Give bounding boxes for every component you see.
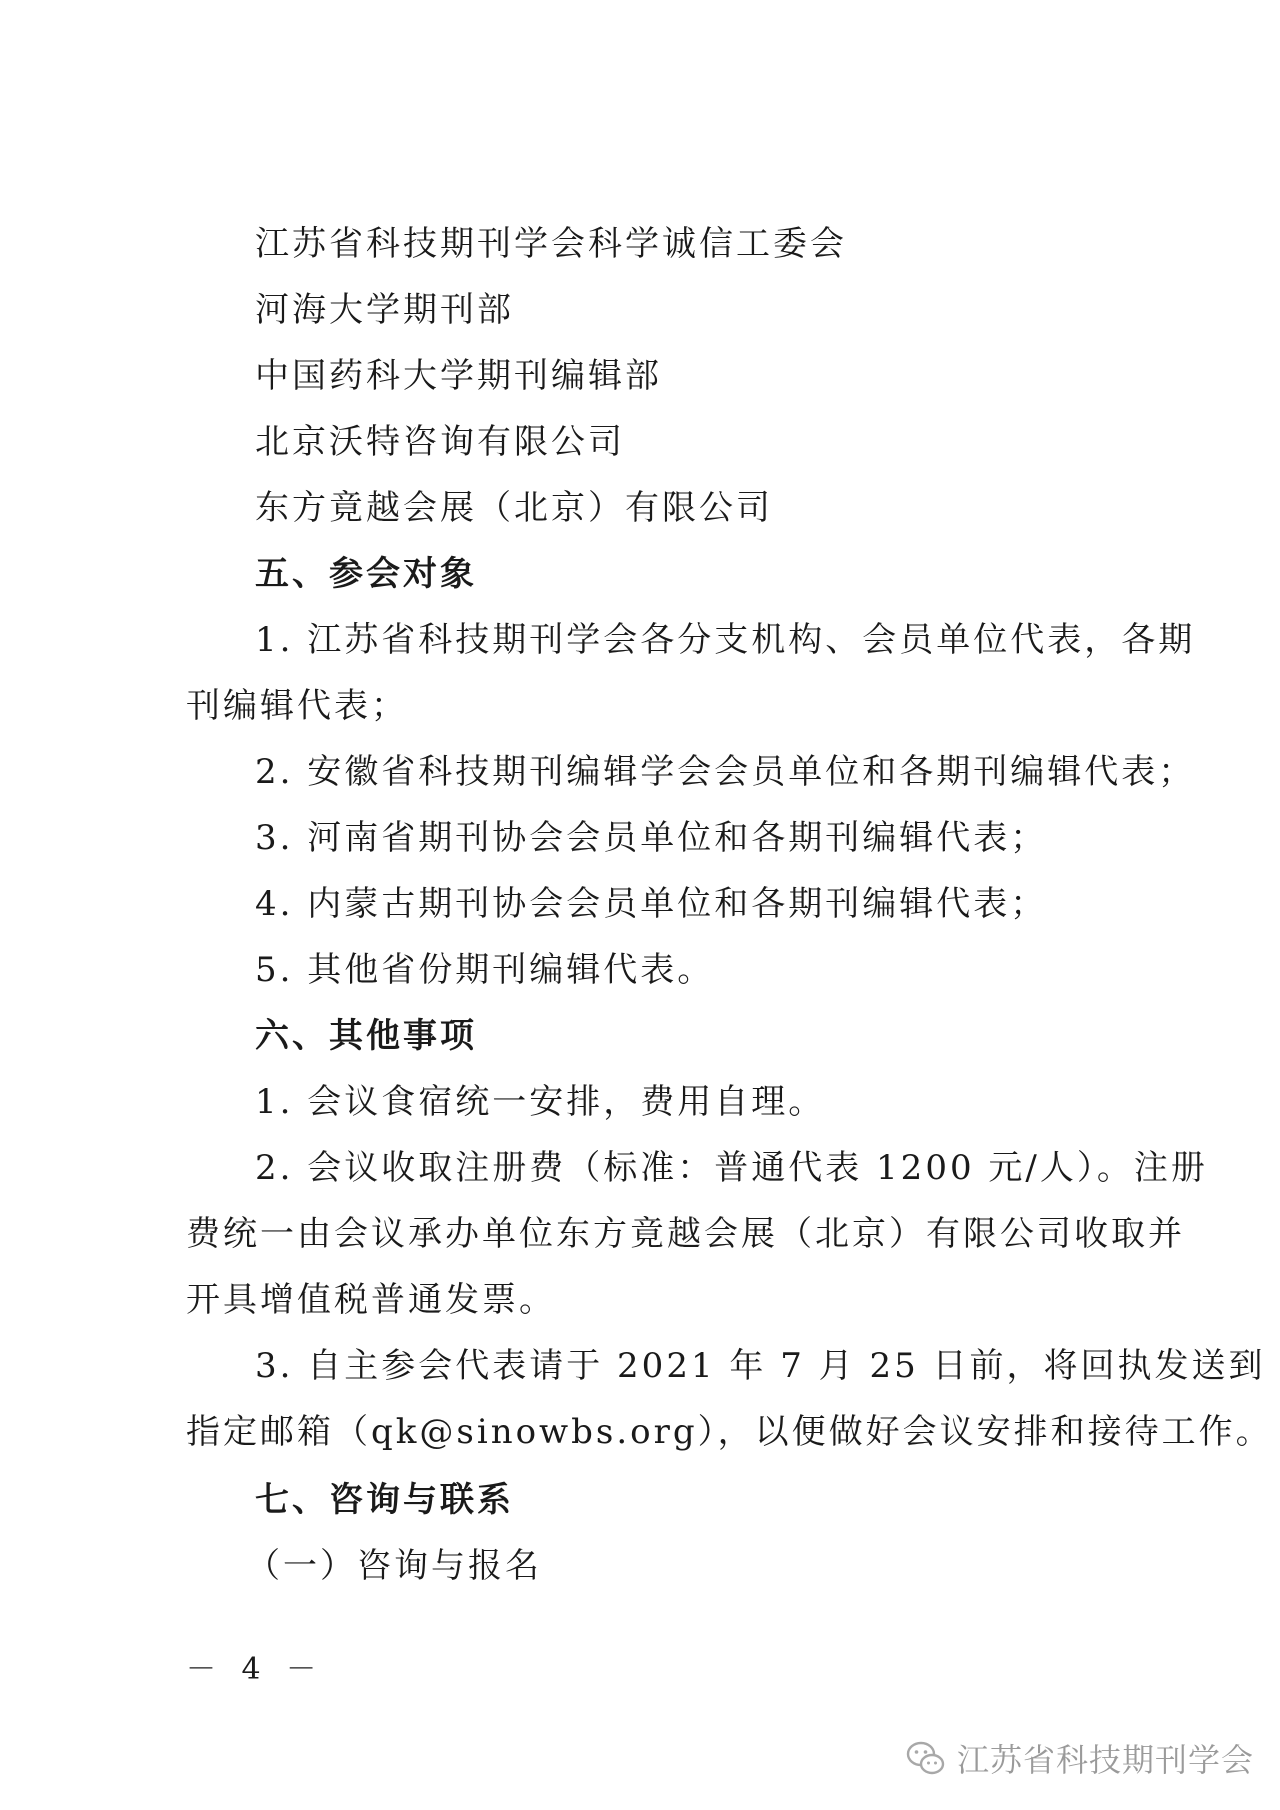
organizer-line: 江苏省科技期刊学会科学诚信工委会 xyxy=(255,224,847,264)
other-item-2-line-1: 2. 会议收取注册费（标准：普通代表 1200 元/人）。注册 xyxy=(255,1148,1208,1188)
organizer-line: 中国药科大学期刊编辑部 xyxy=(255,356,662,396)
page-number: － 4 － xyxy=(186,1652,325,1687)
organizer-line: 北京沃特咨询有限公司 xyxy=(255,422,625,462)
attendee-item-4: 4. 内蒙古期刊协会会员单位和各期刊编辑代表； xyxy=(255,884,1048,924)
contact-subheading: （一）咨询与报名 xyxy=(246,1546,542,1586)
attendee-item-5: 5. 其他省份期刊编辑代表。 xyxy=(255,950,715,990)
other-item-3-line-1: 3. 自主参会代表请于 2021 年 7 月 25 日前，将回执发送到 xyxy=(255,1346,1266,1386)
other-item-3-line-2: 指定邮箱（qk@sinowbs.org），以便做好会议安排和接待工作。 xyxy=(186,1412,1273,1452)
attendee-item-1-line-1: 1. 江苏省科技期刊学会各分支机构、会员单位代表，各期 xyxy=(255,620,1196,660)
organizer-line: 东方竟越会展（北京）有限公司 xyxy=(255,488,773,528)
attendee-item-2: 2. 安徽省科技期刊编辑学会会员单位和各期刊编辑代表； xyxy=(255,752,1196,792)
other-item-2-line-3: 开具增值税普通发票。 xyxy=(186,1280,556,1320)
wechat-icon xyxy=(905,1737,947,1779)
attendee-item-1-line-2: 刊编辑代表； xyxy=(186,686,408,726)
attendee-item-3: 3. 河南省期刊协会会员单位和各期刊编辑代表； xyxy=(255,818,1048,858)
other-item-2-line-2: 费统一由会议承办单位东方竟越会展（北京）有限公司收取并 xyxy=(186,1214,1185,1254)
wechat-watermark xyxy=(905,1733,1265,1783)
section-heading-attendees: 五、参会对象 xyxy=(255,554,477,594)
section-heading-contact: 七、咨询与联系 xyxy=(255,1480,514,1520)
other-item-1: 1. 会议食宿统一安排，费用自理。 xyxy=(255,1082,826,1122)
organizer-line: 河海大学期刊部 xyxy=(255,290,514,330)
watermark-text: 江苏省科技期刊学会 xyxy=(957,1741,1255,1779)
section-heading-other-matters: 六、其他事项 xyxy=(255,1016,477,1056)
